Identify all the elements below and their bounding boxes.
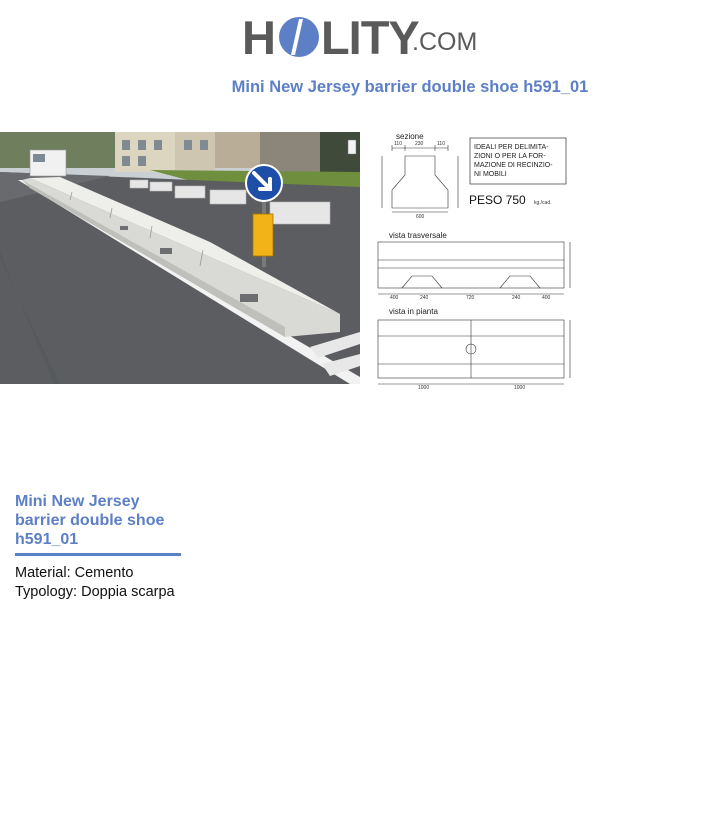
logo-domain-suffix: .COM — [412, 28, 478, 56]
dim-plan-1: 1000 — [418, 385, 430, 391]
dim-top-right: 110 — [437, 141, 445, 147]
dim-plan-2: 1000 — [514, 385, 526, 391]
dim-transversal-3: 720 — [466, 295, 475, 301]
road-sign-arrow-icon — [246, 165, 282, 201]
product-material: Material: Cemento — [15, 565, 134, 581]
weight-unit: kg./cad. — [534, 200, 552, 206]
product-photo — [0, 132, 360, 384]
site-logo[interactable] — [242, 12, 482, 68]
transversal-view-label: vista trasversale — [389, 231, 447, 240]
dim-transversal-1: 400 — [390, 295, 399, 301]
page-title: Mini New Jersey barrier double shoe h591_01 — [231, 78, 589, 96]
note-line-3: MAZIONE DI RECINZIO- — [474, 162, 553, 169]
note-line-1: IDEALI PER DELIMITA- — [474, 144, 549, 151]
logo-o-icon — [277, 15, 321, 59]
product-typology: Typology: Doppia scarpa — [15, 584, 175, 600]
logo-letter-h: H — [242, 11, 275, 64]
note-line-4: NI MOBILI — [474, 171, 507, 178]
dim-base: 600 — [416, 214, 425, 220]
weight-label: PESO 750 — [469, 193, 526, 207]
dim-transversal-5: 400 — [542, 295, 551, 301]
dim-transversal-2: 240 — [420, 295, 429, 301]
note-line-2: ZIONI O PER LA FOR- — [474, 153, 546, 160]
product-title: Mini New Jersey barrier double shoe h591_01 — [15, 493, 165, 548]
plan-view-label: vista in pianta — [389, 307, 438, 316]
logo-wordmark — [242, 11, 419, 64]
title-underline — [15, 553, 181, 556]
logo-letters-lity: LITY — [320, 11, 419, 64]
dim-transversal-4: 240 — [512, 295, 521, 301]
technical-drawing — [372, 130, 582, 392]
dim-top-left: 110 — [394, 141, 402, 147]
drawing-section-label: sezione — [396, 132, 424, 141]
dim-top-middle: 230 — [415, 141, 424, 147]
